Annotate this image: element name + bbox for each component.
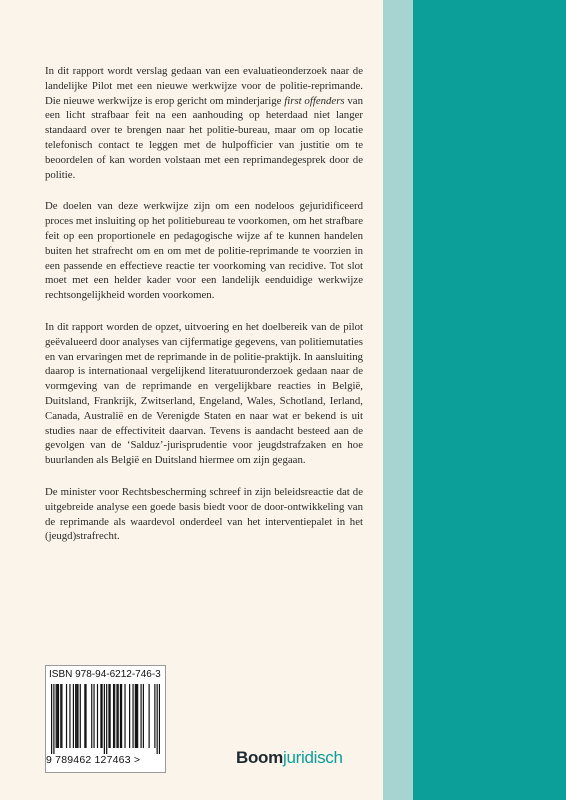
isbn-label: ISBN 978-94-6212-746-3	[49, 669, 161, 680]
barcode-bar	[120, 684, 121, 748]
barcode-bar	[101, 684, 102, 748]
barcode-bar	[108, 684, 109, 748]
barcode-bar	[77, 684, 78, 748]
barcode-bar	[76, 684, 77, 748]
barcode-bar	[75, 684, 76, 748]
barcode-bar	[93, 684, 94, 748]
blurb-paragraph-1: In dit rapport wordt verslag gedaan van een evaluatieonderzoek naar de landelijke Pilot met een nieuwe werkwijze voor de politie-reprimande. Die nieuwe werkwijze is erop gericht om minderjarige first offenders van een licht strafbaar feit na een aanhouding op heterdaad niet langer standaard over te brengen naar het politie-bureau, maar om op locatie telefonisch contact te leggen met de hulpofficier van justitie om te beoordelen of kan worden volstaan met een reprimandegesprek door de politie.	[45, 65, 363, 181]
barcode-bar	[85, 684, 86, 748]
ean-number: 9 789462 127463 >	[46, 754, 141, 766]
barcode-bar	[137, 684, 138, 748]
barcode-bar	[135, 684, 136, 748]
barcode-bar	[58, 684, 59, 748]
barcode-bar	[73, 684, 74, 748]
barcode-bar	[60, 684, 61, 748]
cover-teal-spine	[413, 0, 566, 800]
barcode-bar	[69, 684, 70, 748]
barcode-bar	[136, 684, 137, 748]
barcode-bar	[106, 684, 107, 754]
barcode-bar	[118, 684, 119, 748]
barcode-bar	[140, 684, 141, 748]
publisher-logo-juridisch: juridisch	[282, 748, 343, 767]
barcode-bar	[129, 684, 130, 748]
barcode-bar	[104, 684, 105, 754]
cover-light-stripe	[383, 0, 413, 800]
blurb-paragraph-2: De doelen van deze werkwijze zijn om een nodeloos gejuridificeerd proces met insluiting op het politiebureau te voorkomen, om het strafbare feit op een proportionele en pedagogische wijze af te kunnen handelen buiten het strafrecht om en om met de politie-reprimande te voorzien in een passende en effectieve reactie ter voorkoming van recidive. Tot slot moet met een helder kader voor een landelijk eenduidige werkwijze rechtsongelijkheid worden voorkomen.	[45, 200, 363, 302]
barcode-bar	[51, 684, 52, 754]
isbn-barcode-box	[45, 665, 166, 773]
publisher-logo-boom: Boom	[236, 748, 283, 767]
barcode-bar	[61, 684, 62, 748]
barcode-bar	[66, 684, 67, 748]
barcode-bar	[80, 684, 81, 748]
barcode-bar	[113, 684, 114, 748]
barcode-bar	[97, 684, 98, 748]
barcode-bar	[124, 684, 125, 748]
barcode-bar	[157, 684, 158, 754]
barcode-bar	[143, 684, 144, 748]
ean-barcode	[51, 684, 160, 754]
blurb-paragraph-4: De minister voor Rechtsbescherming schreef in zijn beleidsreactie dat de uitgebreide analyse een goede basis biedt voor de door-ontwikkeling van de reprimande als waardevol onderdeel van het interventiepalet in het (jeugd)strafrecht.	[45, 485, 363, 543]
barcode-bar	[114, 684, 115, 748]
barcode-bar	[57, 684, 58, 748]
barcode-bar	[100, 684, 101, 748]
first-offenders-term: first offenders	[284, 94, 345, 107]
barcode-bar	[110, 684, 111, 748]
barcode-bar	[149, 684, 150, 748]
barcode-bar	[154, 684, 155, 748]
barcode-bar	[84, 684, 85, 748]
barcode-bar	[116, 684, 117, 748]
publisher-logo	[236, 748, 343, 768]
barcode-bar	[91, 684, 92, 748]
barcode-bar	[121, 684, 122, 748]
barcode-bar	[56, 684, 57, 748]
barcode-bar	[159, 684, 160, 754]
barcode-bar	[53, 684, 54, 754]
barcode-bar	[132, 684, 133, 748]
blurb-paragraph-3: In dit rapport worden de opzet, uitvoering en het doelbereik van de pilot geëvalueerd door analyses van cijfermatige gegevens, van politiemutaties en van ervaringen met de reprimande in de politie-praktijk. In aansluiting daarop is internationaal vergelijkend literatuuronderzoek gedaan naar de vormgeving van de reprimande en vergelijkbare reacties in België, Duitsland, Frankrijk, Zwitserland, Engeland, Wales, Schotland, Ierland, Canada, Australië en de Verenigde Staten en naar wat er bekend is uit studies naar de effectiviteit daarvan. Tevens is aandacht besteed aan de gevolgen van de ‘Salduz’-jurisprudentie voor jeugdstrafzaken en hoe buurlanden als België en Duitsland hiermee om zijn gegaan.	[45, 320, 363, 467]
blurb-text	[45, 64, 363, 561]
